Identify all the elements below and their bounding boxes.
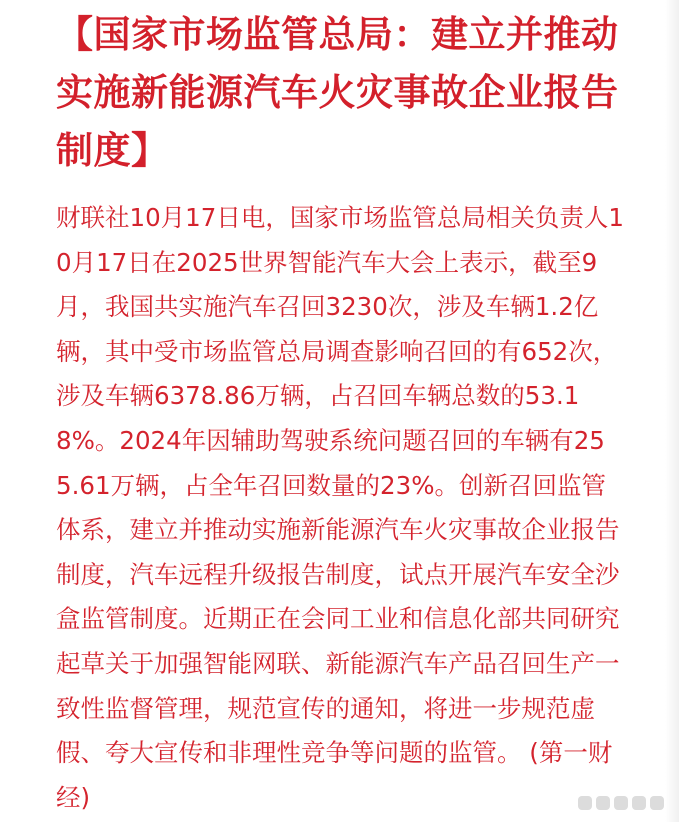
page-edge-shadow <box>665 0 679 822</box>
article-body-text: 财联社10月17日电，国家市场监管总局相关负责人10月17日在2025世界智能汽车大会上表示，截至9月，我国共实施汽车召回3230次，涉及车辆1.2亿辆，其中受市场监管总局调查影响召回的有652次，涉及车辆6378.86万辆，占召回车辆总数的53.18%。2024年因辅助驾驶系统问题召回的车辆有255.61万辆，占全年召回数量的23%。创新召回监管体系，建立并推动实施新能源汽车火灾事故企业报告制度，汽车远程升级报告制度，试点开展汽车安全沙盒监管制度。近期正在会同工业和信息化部共同研究起草关于加强智能网联、新能源汽车产品召回生产一致性监督管理，规范宣传的通知，将进一步规范虚假、夸大宣传和非理性竞争等问题的监管。 <box>56 203 624 768</box>
article-body <box>56 196 628 820</box>
headline: 【国家市场监管总局：建立并推动实施新能源汽车火灾事故企业报告制度】 <box>56 13 619 172</box>
source-attribution: (第一财经) <box>56 738 613 812</box>
watermark-icon <box>578 793 674 813</box>
